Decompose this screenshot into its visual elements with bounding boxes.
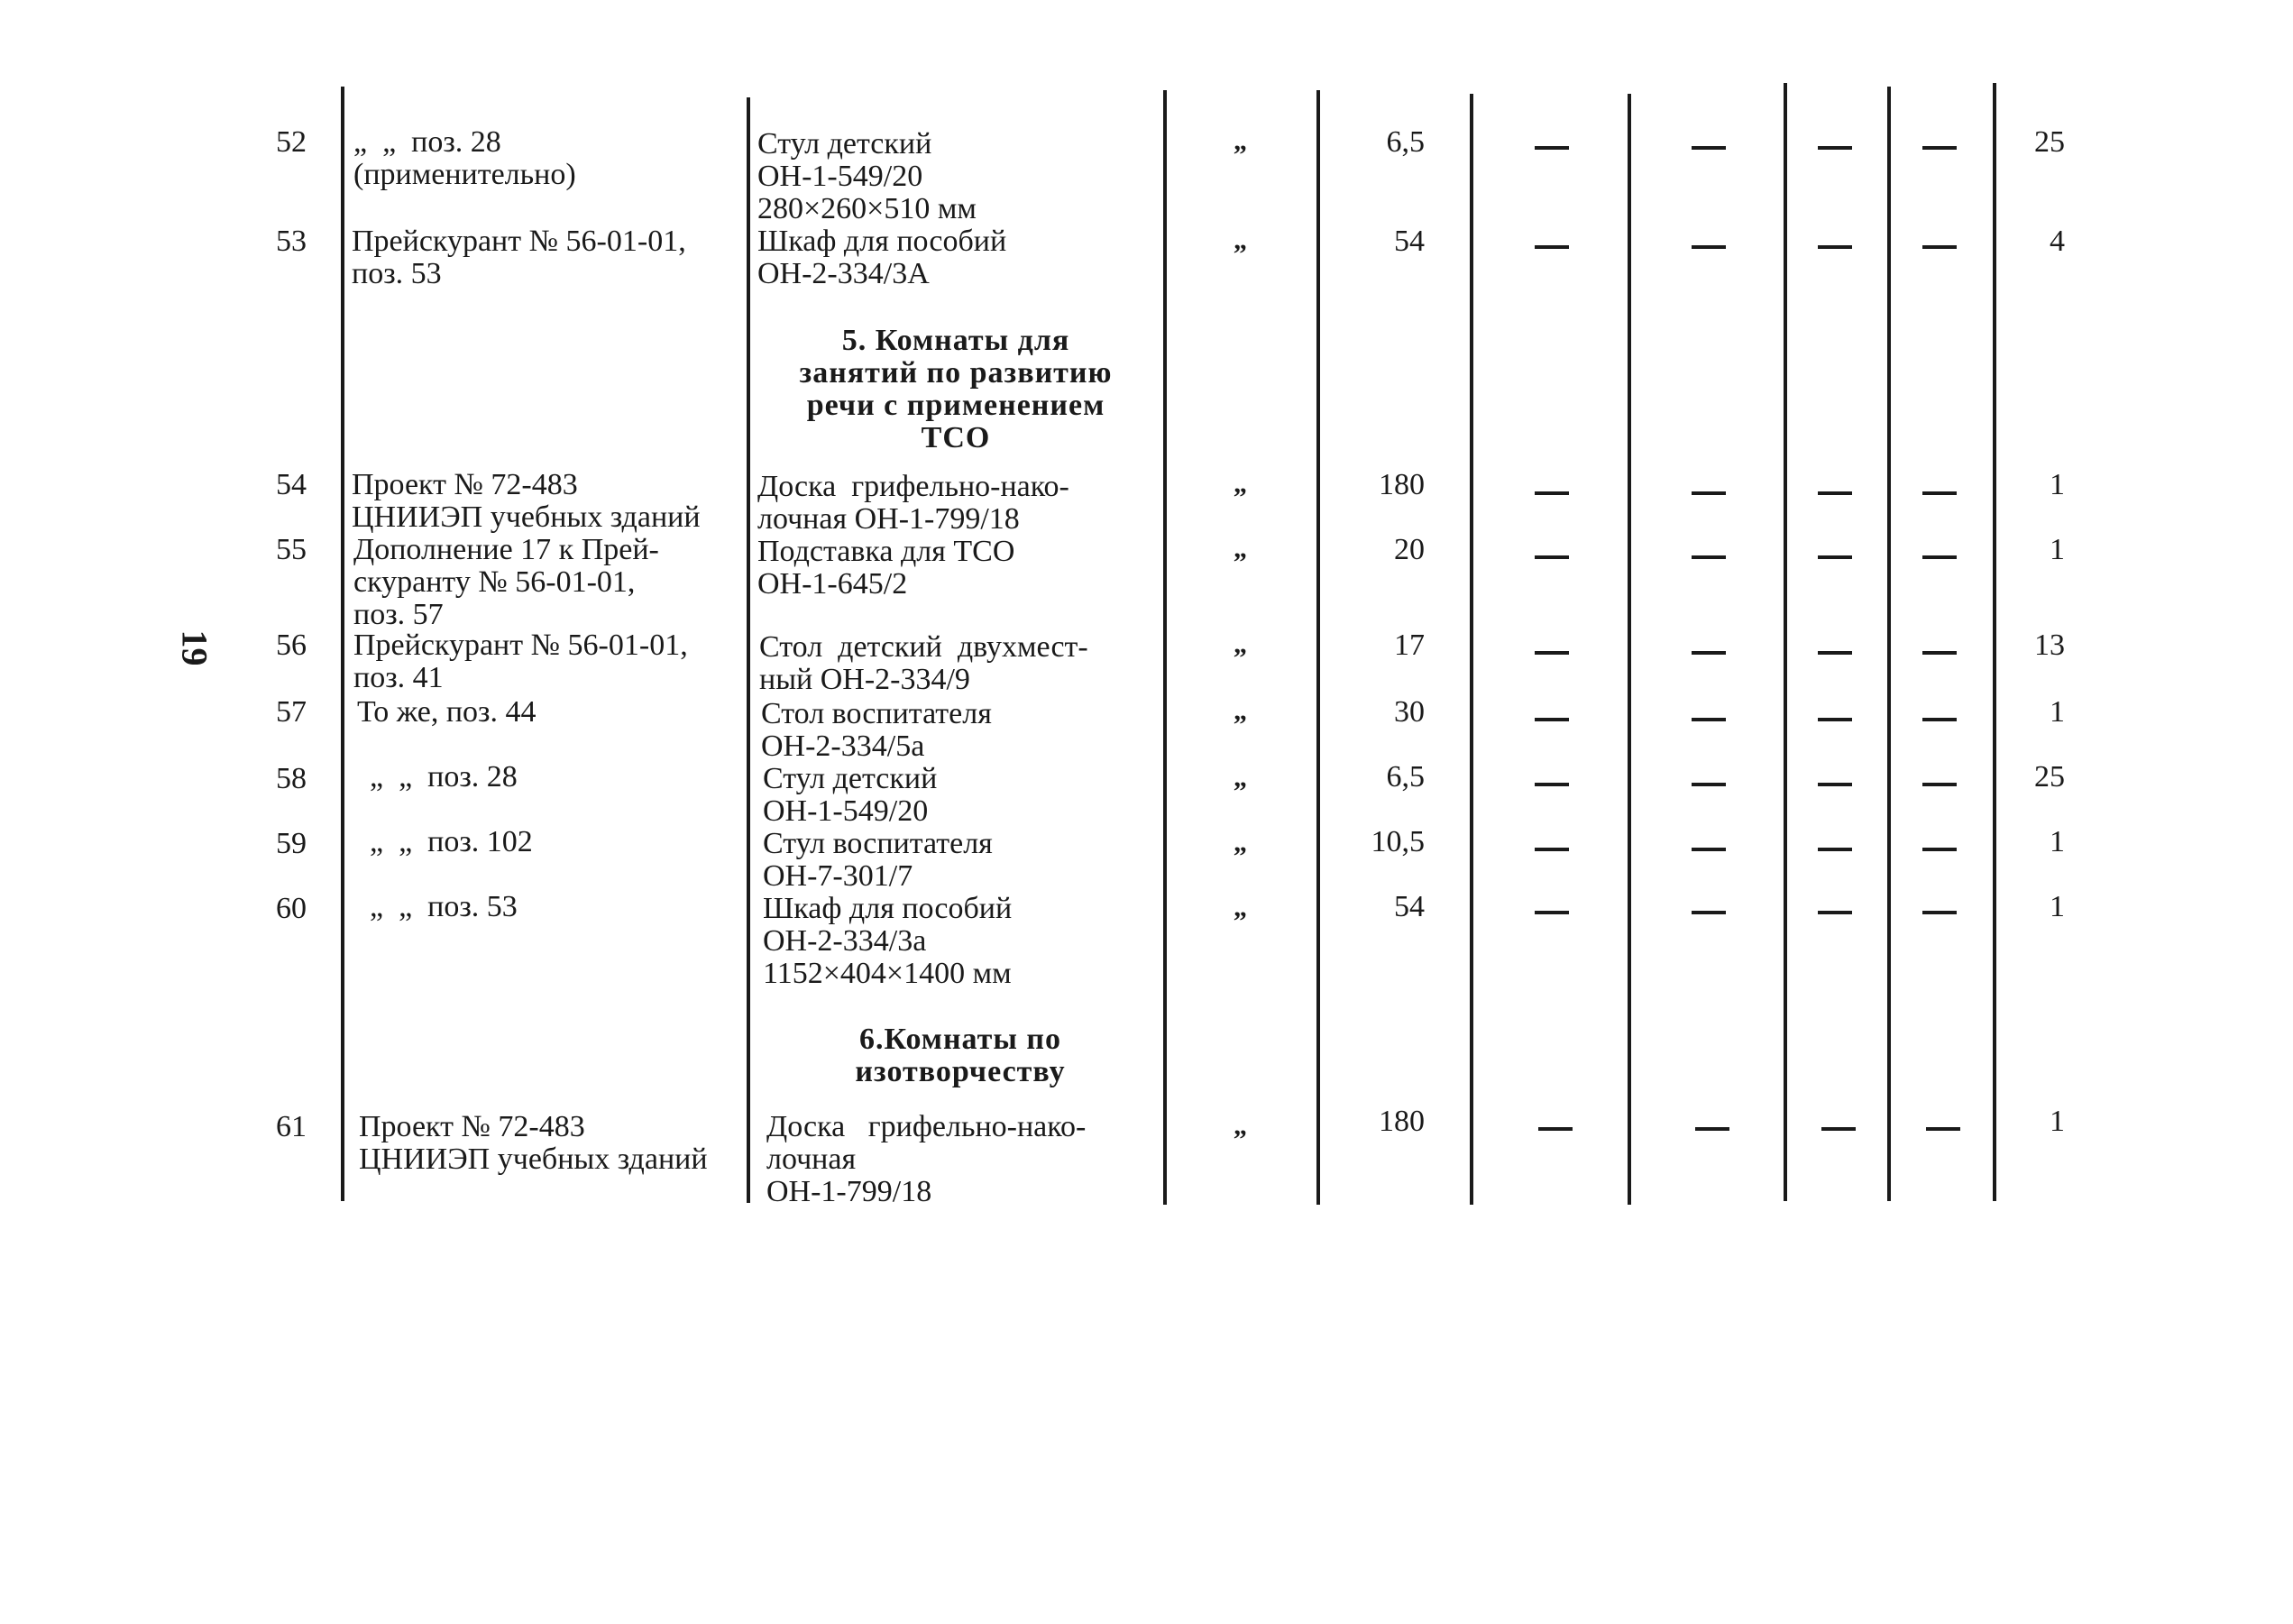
dash-mark (1538, 1127, 1573, 1131)
column-rule (1470, 94, 1473, 1205)
section-heading: 6.Комнаты по изотворчеству (855, 1023, 1066, 1088)
row-quantity: 1 (2050, 1105, 2065, 1138)
row-unit: „ (1234, 225, 1247, 255)
dash-mark (1818, 848, 1852, 851)
dash-mark (1818, 491, 1852, 495)
dash-mark (1821, 1127, 1856, 1131)
row-unit: „ (1234, 763, 1247, 793)
row-price: 17 (1394, 628, 1425, 662)
dash-mark (1692, 651, 1726, 655)
dash-mark (1535, 848, 1569, 851)
row-item-name: Шкаф для пособий ОН-2-334/3а 1152×404×1400 мм (763, 892, 1013, 990)
row-unit: „ (1234, 126, 1247, 156)
dash-mark (1692, 245, 1726, 249)
dash-mark (1692, 718, 1726, 721)
row-price: 54 (1394, 225, 1425, 258)
dash-mark (1922, 848, 1957, 851)
dash-mark (1692, 783, 1726, 786)
row-price: 10,5 (1371, 825, 1425, 858)
dash-mark (1535, 146, 1569, 150)
row-price: 6,5 (1386, 125, 1425, 159)
row-number: 55 (276, 533, 307, 566)
section-heading: 5. Комнаты для занятий по развитию речи с применением ТСО (799, 324, 1113, 454)
dash-mark (1926, 1127, 1960, 1131)
row-source: „ „ поз. 53 (370, 890, 518, 923)
row-item-name: Стул детский ОН-1-549/20 280×260×510 мм (757, 127, 977, 225)
dash-mark (1922, 491, 1957, 495)
dash-mark (1692, 848, 1726, 851)
row-quantity: 13 (2034, 628, 2065, 662)
row-item-name: Стол воспитателя ОН-2-334/5а (761, 697, 992, 763)
dash-mark (1535, 555, 1569, 559)
row-unit: „ (1234, 469, 1247, 499)
dash-mark (1535, 245, 1569, 249)
row-source: То же, поз. 44 (357, 695, 537, 729)
row-source: Проект № 72-483 ЦНИИЭП учебных зданий (359, 1110, 708, 1176)
dash-mark (1535, 718, 1569, 721)
dash-mark (1922, 146, 1957, 150)
row-source: Проект № 72-483 ЦНИИЭП учебных зданий (352, 468, 701, 534)
dash-mark (1922, 718, 1957, 721)
row-number: 56 (276, 628, 307, 662)
row-price: 54 (1394, 890, 1425, 923)
row-item-name: Стул детский ОН-1-549/20 (763, 762, 938, 828)
column-rule (1628, 94, 1631, 1205)
row-price: 180 (1379, 1105, 1425, 1138)
row-unit: „ (1234, 534, 1247, 564)
row-number: 57 (276, 695, 307, 729)
row-quantity: 25 (2034, 760, 2065, 794)
row-quantity: 25 (2034, 125, 2065, 159)
row-price: 6,5 (1386, 760, 1425, 794)
row-unit: „ (1234, 893, 1247, 922)
dash-mark (1818, 555, 1852, 559)
row-source: „ „ поз. 102 (370, 825, 533, 858)
column-rule (1316, 90, 1320, 1205)
row-price: 180 (1379, 468, 1425, 501)
dash-mark (1692, 491, 1726, 495)
row-item-name: Подставка для ТСО ОН-1-645/2 (757, 535, 1015, 601)
dash-mark (1818, 911, 1852, 914)
row-source: „ „ поз. 28 (применительно) (353, 125, 576, 191)
row-source: Дополнение 17 к Прей- скуранту № 56-01-01, поз. 57 (353, 533, 659, 631)
row-unit: „ (1234, 629, 1247, 659)
dash-mark (1535, 911, 1569, 914)
row-item-name: Стул воспитателя ОН-7-301/7 (763, 827, 993, 893)
row-number: 59 (276, 827, 307, 860)
dash-mark (1818, 651, 1852, 655)
dash-mark (1922, 911, 1957, 914)
dash-mark (1535, 651, 1569, 655)
row-quantity: 1 (2050, 890, 2065, 923)
dash-mark (1692, 146, 1726, 150)
row-price: 30 (1394, 695, 1425, 729)
row-unit: „ (1234, 696, 1247, 726)
dash-mark (1818, 146, 1852, 150)
dash-mark (1818, 718, 1852, 721)
dash-mark (1922, 555, 1957, 559)
row-number: 52 (276, 125, 307, 159)
dash-mark (1922, 245, 1957, 249)
row-number: 58 (276, 762, 307, 795)
row-unit: „ (1234, 828, 1247, 858)
row-quantity: 1 (2050, 825, 2065, 858)
row-quantity: 1 (2050, 468, 2065, 501)
row-source: Прейскурант № 56-01-01, поз. 53 (352, 225, 686, 290)
row-item-name: Стол детский двухмест- ный ОН-2-334/9 (759, 630, 1088, 696)
column-rule (1163, 90, 1167, 1205)
page-number: 19 (174, 629, 216, 666)
row-number: 53 (276, 225, 307, 258)
row-item-name: Шкаф для пособий ОН-2-334/3А (757, 225, 1007, 290)
row-number: 54 (276, 468, 307, 501)
column-rule (1887, 87, 1891, 1201)
dash-mark (1818, 783, 1852, 786)
column-rule (1993, 83, 1996, 1201)
dash-mark (1695, 1127, 1729, 1131)
row-price: 20 (1394, 533, 1425, 566)
row-quantity: 4 (2050, 225, 2065, 258)
dash-mark (1818, 245, 1852, 249)
column-rule (1784, 83, 1787, 1201)
row-unit: „ (1234, 1111, 1247, 1141)
dash-mark (1692, 555, 1726, 559)
row-quantity: 1 (2050, 695, 2065, 729)
row-number: 60 (276, 892, 307, 925)
dash-mark (1922, 783, 1957, 786)
dash-mark (1535, 491, 1569, 495)
dash-mark (1692, 911, 1726, 914)
row-quantity: 1 (2050, 533, 2065, 566)
dash-mark (1535, 783, 1569, 786)
row-source: „ „ поз. 28 (370, 760, 518, 794)
column-rule (747, 97, 750, 1203)
row-item-name: Доска грифельно-нако- лочная ОН-1-799/18 (766, 1110, 1087, 1208)
dash-mark (1922, 651, 1957, 655)
row-number: 61 (276, 1110, 307, 1143)
row-source: Прейскурант № 56-01-01, поз. 41 (353, 628, 688, 694)
column-rule (341, 87, 344, 1201)
row-item-name: Доска грифельно-нако- лочная ОН-1-799/18 (757, 470, 1069, 536)
